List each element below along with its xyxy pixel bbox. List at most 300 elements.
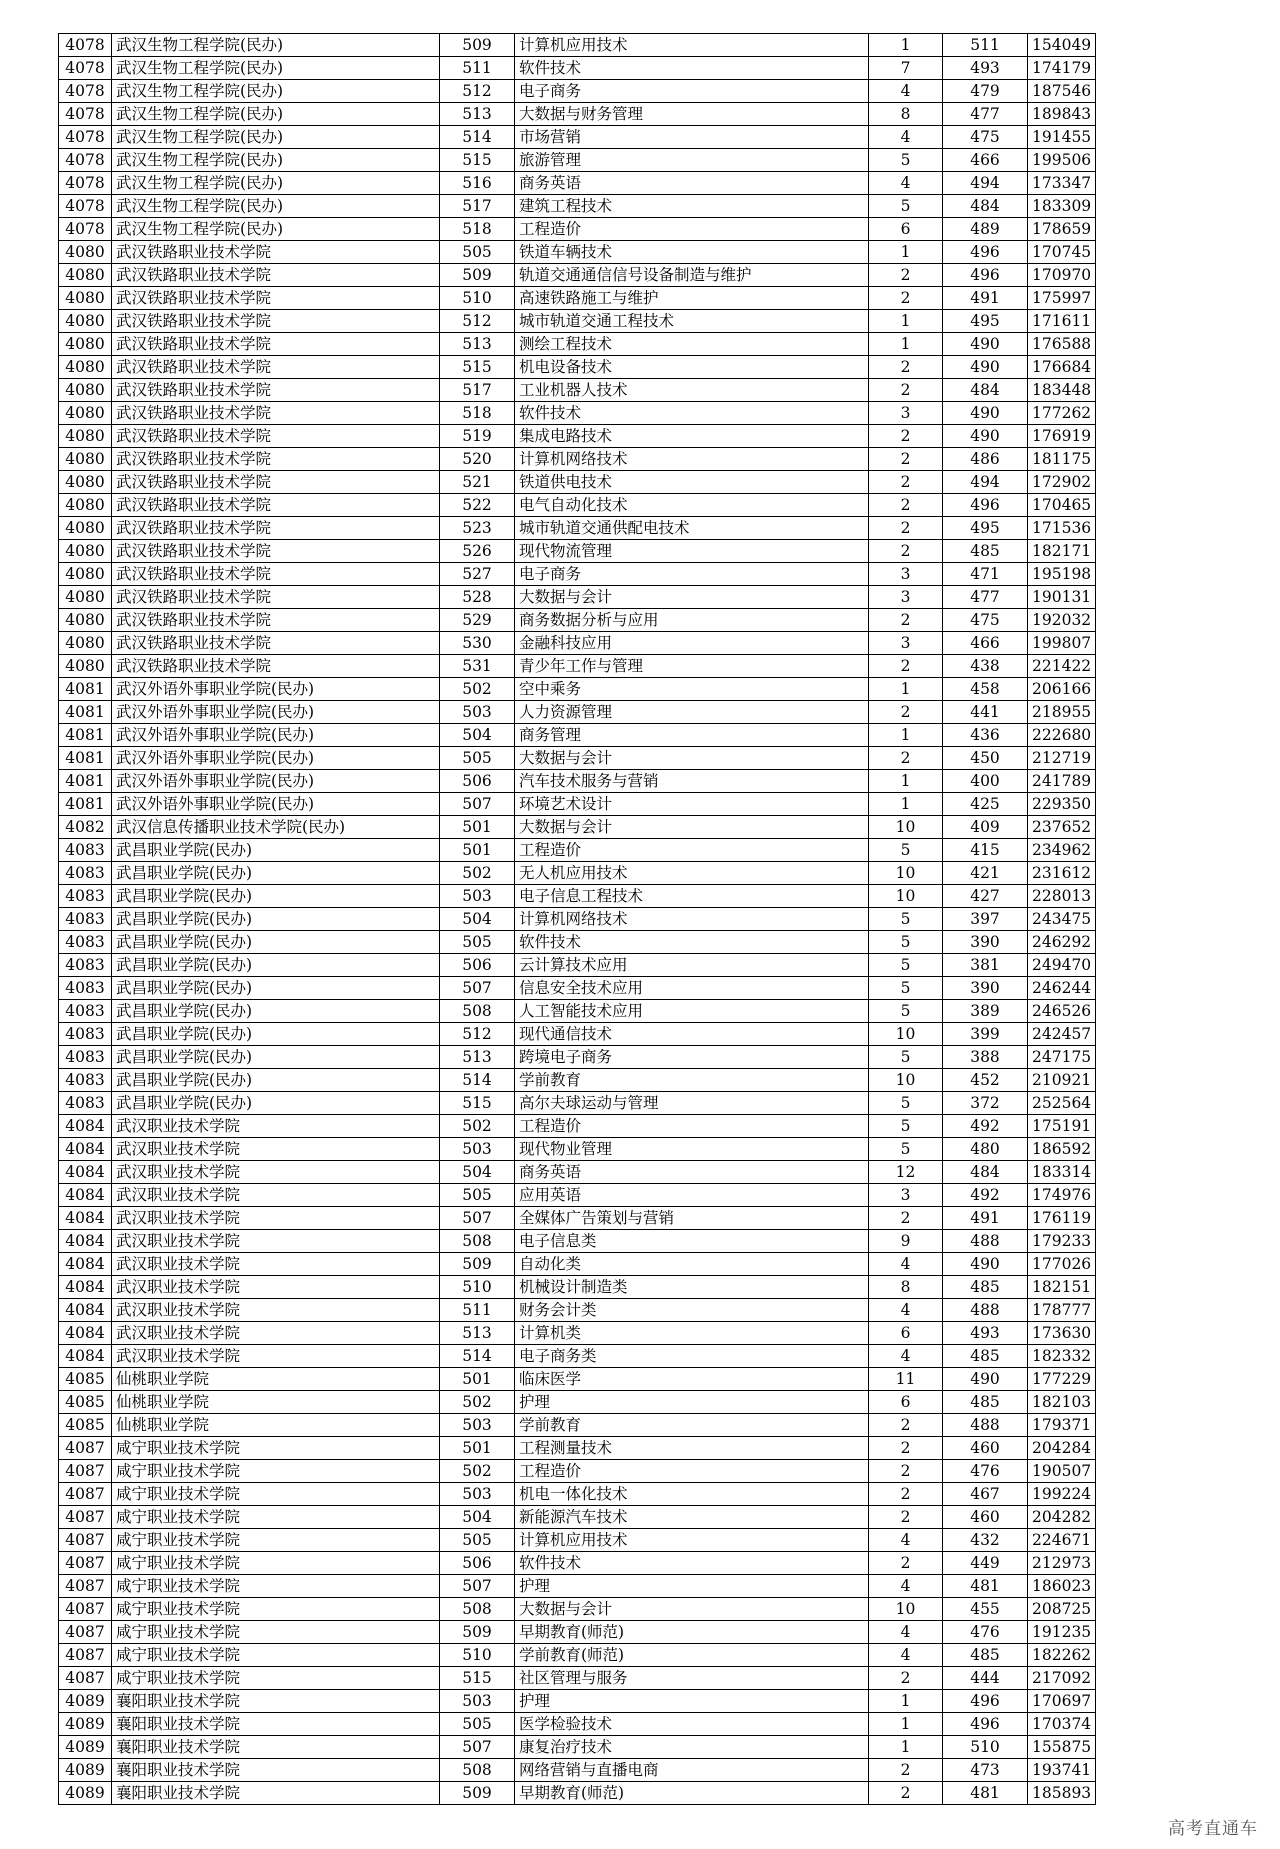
cell-major-code: 521 — [440, 471, 515, 494]
cell-min-rank: 199506 — [1028, 149, 1096, 172]
cell-min-score: 455 — [943, 1598, 1028, 1621]
cell-min-score: 475 — [943, 126, 1028, 149]
cell-school-name: 武昌职业学院(民办) — [112, 1092, 440, 1115]
table-row — [59, 931, 1096, 954]
cell-plan-count: 12 — [869, 1161, 943, 1184]
cell-school-code: 4080 — [59, 609, 112, 632]
cell-min-score: 492 — [943, 1184, 1028, 1207]
cell-min-score: 490 — [943, 425, 1028, 448]
cell-min-score: 481 — [943, 1575, 1028, 1598]
cell-school-code: 4085 — [59, 1391, 112, 1414]
table-row — [59, 310, 1096, 333]
cell-min-score: 496 — [943, 264, 1028, 287]
cell-school-code: 4083 — [59, 1092, 112, 1115]
table-row — [59, 540, 1096, 563]
cell-min-rank: 170970 — [1028, 264, 1096, 287]
table-row — [59, 586, 1096, 609]
cell-min-score: 450 — [943, 747, 1028, 770]
cell-min-score: 488 — [943, 1414, 1028, 1437]
cell-min-rank: 243475 — [1028, 908, 1096, 931]
cell-major-code: 504 — [440, 908, 515, 931]
cell-min-rank: 222680 — [1028, 724, 1096, 747]
cell-plan-count: 2 — [869, 264, 943, 287]
cell-school-code: 4083 — [59, 1000, 112, 1023]
cell-major-code: 513 — [440, 103, 515, 126]
cell-min-score: 491 — [943, 1207, 1028, 1230]
cell-school-code: 4078 — [59, 195, 112, 218]
table-row — [59, 678, 1096, 701]
cell-min-score: 484 — [943, 195, 1028, 218]
table-row — [59, 1667, 1096, 1690]
cell-min-score: 415 — [943, 839, 1028, 862]
cell-school-name: 咸宁职业技术学院 — [112, 1483, 440, 1506]
cell-min-score: 511 — [943, 34, 1028, 57]
cell-major-code: 511 — [440, 1299, 515, 1322]
table-row — [59, 1575, 1096, 1598]
cell-major-name: 护理 — [515, 1575, 869, 1598]
cell-plan-count: 10 — [869, 1023, 943, 1046]
cell-min-rank: 204282 — [1028, 1506, 1096, 1529]
cell-school-code: 4087 — [59, 1575, 112, 1598]
cell-school-code: 4087 — [59, 1621, 112, 1644]
cell-school-code: 4081 — [59, 701, 112, 724]
cell-school-code: 4078 — [59, 149, 112, 172]
cell-school-code: 4080 — [59, 287, 112, 310]
cell-plan-count: 2 — [869, 287, 943, 310]
cell-min-score: 488 — [943, 1230, 1028, 1253]
cell-plan-count: 2 — [869, 1667, 943, 1690]
cell-major-code: 502 — [440, 862, 515, 885]
cell-plan-count: 1 — [869, 793, 943, 816]
table-row — [59, 1138, 1096, 1161]
cell-plan-count: 2 — [869, 1414, 943, 1437]
cell-major-code: 506 — [440, 1552, 515, 1575]
cell-school-name: 咸宁职业技术学院 — [112, 1506, 440, 1529]
cell-min-rank: 176588 — [1028, 333, 1096, 356]
cell-min-rank: 193741 — [1028, 1759, 1096, 1782]
cell-min-rank: 241789 — [1028, 770, 1096, 793]
cell-plan-count: 5 — [869, 1092, 943, 1115]
cell-major-code: 509 — [440, 34, 515, 57]
cell-major-name: 软件技术 — [515, 57, 869, 80]
cell-min-rank: 182103 — [1028, 1391, 1096, 1414]
cell-major-code: 504 — [440, 1161, 515, 1184]
cell-min-score: 484 — [943, 1161, 1028, 1184]
cell-min-rank: 246244 — [1028, 977, 1096, 1000]
cell-min-rank: 176684 — [1028, 356, 1096, 379]
cell-major-code: 517 — [440, 379, 515, 402]
cell-plan-count: 1 — [869, 678, 943, 701]
cell-school-name: 武汉外语外事职业学院(民办) — [112, 747, 440, 770]
cell-major-name: 汽车技术服务与营销 — [515, 770, 869, 793]
cell-min-score: 496 — [943, 494, 1028, 517]
table-row — [59, 1391, 1096, 1414]
cell-plan-count: 5 — [869, 1138, 943, 1161]
table-row — [59, 1713, 1096, 1736]
cell-min-rank: 199224 — [1028, 1483, 1096, 1506]
cell-min-rank: 252564 — [1028, 1092, 1096, 1115]
cell-min-score: 490 — [943, 333, 1028, 356]
cell-school-code: 4084 — [59, 1322, 112, 1345]
cell-major-name: 学前教育 — [515, 1414, 869, 1437]
cell-school-name: 咸宁职业技术学院 — [112, 1460, 440, 1483]
cell-min-score: 476 — [943, 1621, 1028, 1644]
cell-school-code: 4087 — [59, 1506, 112, 1529]
table-row — [59, 1000, 1096, 1023]
cell-min-score: 476 — [943, 1460, 1028, 1483]
cell-school-name: 武昌职业学院(民办) — [112, 862, 440, 885]
table-row — [59, 816, 1096, 839]
cell-plan-count: 4 — [869, 172, 943, 195]
cell-major-name: 早期教育(师范) — [515, 1782, 869, 1805]
cell-school-code: 4083 — [59, 931, 112, 954]
cell-min-score: 389 — [943, 1000, 1028, 1023]
cell-school-code: 4080 — [59, 586, 112, 609]
cell-plan-count: 10 — [869, 885, 943, 908]
cell-min-rank: 228013 — [1028, 885, 1096, 908]
cell-plan-count: 2 — [869, 471, 943, 494]
cell-school-code: 4084 — [59, 1299, 112, 1322]
cell-major-name: 现代物流管理 — [515, 540, 869, 563]
cell-min-rank: 237652 — [1028, 816, 1096, 839]
cell-school-name: 武汉生物工程学院(民办) — [112, 195, 440, 218]
table-row — [59, 471, 1096, 494]
cell-school-code: 4078 — [59, 218, 112, 241]
cell-min-rank: 174179 — [1028, 57, 1096, 80]
table-row — [59, 1207, 1096, 1230]
cell-major-code: 518 — [440, 218, 515, 241]
cell-min-rank: 183309 — [1028, 195, 1096, 218]
cell-major-name: 高速铁路施工与维护 — [515, 287, 869, 310]
table-row — [59, 908, 1096, 931]
cell-school-name: 仙桃职业学院 — [112, 1368, 440, 1391]
cell-min-rank: 221422 — [1028, 655, 1096, 678]
cell-plan-count: 2 — [869, 1207, 943, 1230]
cell-major-code: 507 — [440, 793, 515, 816]
cell-school-name: 咸宁职业技术学院 — [112, 1529, 440, 1552]
cell-school-code: 4083 — [59, 1046, 112, 1069]
cell-plan-count: 5 — [869, 977, 943, 1000]
cell-school-name: 武汉铁路职业技术学院 — [112, 517, 440, 540]
table-row — [59, 839, 1096, 862]
table-row — [59, 1345, 1096, 1368]
cell-major-code: 508 — [440, 1759, 515, 1782]
table-row — [59, 1069, 1096, 1092]
cell-min-score: 484 — [943, 379, 1028, 402]
cell-major-code: 502 — [440, 1115, 515, 1138]
cell-major-name: 机电一体化技术 — [515, 1483, 869, 1506]
cell-min-score: 485 — [943, 1276, 1028, 1299]
cell-min-score: 485 — [943, 1391, 1028, 1414]
cell-major-name: 工程造价 — [515, 218, 869, 241]
cell-min-rank: 212973 — [1028, 1552, 1096, 1575]
cell-plan-count: 2 — [869, 1437, 943, 1460]
cell-school-name: 咸宁职业技术学院 — [112, 1598, 440, 1621]
cell-major-name: 人工智能技术应用 — [515, 1000, 869, 1023]
cell-plan-count: 2 — [869, 540, 943, 563]
cell-school-code: 4080 — [59, 655, 112, 678]
table-row — [59, 264, 1096, 287]
cell-school-name: 武汉职业技术学院 — [112, 1161, 440, 1184]
cell-min-score: 409 — [943, 816, 1028, 839]
cell-plan-count: 5 — [869, 195, 943, 218]
cell-min-rank: 229350 — [1028, 793, 1096, 816]
cell-plan-count: 2 — [869, 379, 943, 402]
cell-plan-count: 10 — [869, 816, 943, 839]
cell-major-code: 514 — [440, 1069, 515, 1092]
cell-plan-count: 4 — [869, 126, 943, 149]
cell-min-score: 485 — [943, 1345, 1028, 1368]
cell-major-code: 507 — [440, 1575, 515, 1598]
cell-major-code: 507 — [440, 1736, 515, 1759]
cell-min-score: 490 — [943, 356, 1028, 379]
cell-min-score: 492 — [943, 1115, 1028, 1138]
cell-school-name: 襄阳职业技术学院 — [112, 1713, 440, 1736]
cell-school-name: 武汉铁路职业技术学院 — [112, 540, 440, 563]
cell-min-rank: 171536 — [1028, 517, 1096, 540]
cell-major-name: 新能源汽车技术 — [515, 1506, 869, 1529]
cell-major-name: 金融科技应用 — [515, 632, 869, 655]
cell-major-name: 自动化类 — [515, 1253, 869, 1276]
cell-plan-count: 5 — [869, 149, 943, 172]
cell-major-name: 护理 — [515, 1690, 869, 1713]
cell-school-code: 4078 — [59, 103, 112, 126]
cell-major-name: 大数据与财务管理 — [515, 103, 869, 126]
cell-plan-count: 2 — [869, 1460, 943, 1483]
table-row — [59, 1736, 1096, 1759]
cell-school-name: 仙桃职业学院 — [112, 1414, 440, 1437]
cell-school-name: 武昌职业学院(民办) — [112, 1046, 440, 1069]
cell-school-code: 4081 — [59, 678, 112, 701]
cell-major-code: 509 — [440, 1621, 515, 1644]
cell-school-name: 武汉铁路职业技术学院 — [112, 563, 440, 586]
cell-min-rank: 192032 — [1028, 609, 1096, 632]
admission-score-table — [58, 33, 1096, 1805]
cell-school-code: 4085 — [59, 1414, 112, 1437]
cell-school-code: 4084 — [59, 1184, 112, 1207]
cell-plan-count: 2 — [869, 1759, 943, 1782]
cell-major-name: 电子商务类 — [515, 1345, 869, 1368]
cell-plan-count: 1 — [869, 724, 943, 747]
cell-min-rank: 176919 — [1028, 425, 1096, 448]
cell-major-name: 市场营销 — [515, 126, 869, 149]
cell-min-rank: 231612 — [1028, 862, 1096, 885]
table-row — [59, 770, 1096, 793]
cell-school-name: 武汉职业技术学院 — [112, 1299, 440, 1322]
cell-major-code: 502 — [440, 1460, 515, 1483]
cell-major-name: 学前教育(师范) — [515, 1644, 869, 1667]
cell-school-name: 武昌职业学院(民办) — [112, 977, 440, 1000]
cell-school-code: 4080 — [59, 241, 112, 264]
cell-school-name: 武汉职业技术学院 — [112, 1345, 440, 1368]
cell-plan-count: 4 — [869, 1345, 943, 1368]
cell-min-score: 481 — [943, 1782, 1028, 1805]
cell-school-name: 武昌职业学院(民办) — [112, 1023, 440, 1046]
table-row — [59, 609, 1096, 632]
cell-school-name: 武汉铁路职业技术学院 — [112, 379, 440, 402]
table-row — [59, 379, 1096, 402]
cell-major-code: 505 — [440, 1529, 515, 1552]
cell-major-name: 现代通信技术 — [515, 1023, 869, 1046]
table-row — [59, 172, 1096, 195]
cell-major-name: 轨道交通通信信号设备制造与维护 — [515, 264, 869, 287]
cell-plan-count: 8 — [869, 1276, 943, 1299]
cell-school-name: 咸宁职业技术学院 — [112, 1644, 440, 1667]
cell-major-name: 大数据与会计 — [515, 747, 869, 770]
cell-major-name: 护理 — [515, 1391, 869, 1414]
table-row — [59, 126, 1096, 149]
cell-major-name: 康复治疗技术 — [515, 1736, 869, 1759]
cell-min-rank: 186592 — [1028, 1138, 1096, 1161]
cell-major-name: 软件技术 — [515, 402, 869, 425]
cell-school-name: 武昌职业学院(民办) — [112, 908, 440, 931]
table-row — [59, 1368, 1096, 1391]
cell-min-rank: 210921 — [1028, 1069, 1096, 1092]
cell-min-score: 441 — [943, 701, 1028, 724]
cell-school-code: 4084 — [59, 1276, 112, 1299]
table-row — [59, 287, 1096, 310]
cell-school-name: 武昌职业学院(民办) — [112, 954, 440, 977]
cell-school-name: 武汉外语外事职业学院(民办) — [112, 701, 440, 724]
cell-plan-count: 2 — [869, 1483, 943, 1506]
cell-plan-count: 10 — [869, 862, 943, 885]
table-row — [59, 747, 1096, 770]
table-row — [59, 448, 1096, 471]
cell-major-code: 504 — [440, 1506, 515, 1529]
cell-major-name: 软件技术 — [515, 1552, 869, 1575]
cell-major-name: 大数据与会计 — [515, 816, 869, 839]
cell-min-rank: 179233 — [1028, 1230, 1096, 1253]
cell-major-name: 财务会计类 — [515, 1299, 869, 1322]
cell-plan-count: 3 — [869, 632, 943, 655]
cell-major-name: 无人机应用技术 — [515, 862, 869, 885]
cell-min-rank: 206166 — [1028, 678, 1096, 701]
cell-school-code: 4080 — [59, 264, 112, 287]
cell-major-code: 515 — [440, 356, 515, 379]
cell-plan-count: 4 — [869, 1621, 943, 1644]
table-row — [59, 34, 1096, 57]
cell-school-code: 4080 — [59, 632, 112, 655]
table-row — [59, 724, 1096, 747]
cell-school-name: 武汉铁路职业技术学院 — [112, 448, 440, 471]
cell-school-code: 4083 — [59, 977, 112, 1000]
table-row — [59, 1529, 1096, 1552]
table-row — [59, 402, 1096, 425]
cell-plan-count: 10 — [869, 1598, 943, 1621]
cell-min-score: 432 — [943, 1529, 1028, 1552]
table-row — [59, 1506, 1096, 1529]
cell-major-code: 502 — [440, 1391, 515, 1414]
cell-plan-count: 1 — [869, 770, 943, 793]
cell-major-code: 510 — [440, 1276, 515, 1299]
cell-min-score: 496 — [943, 1713, 1028, 1736]
cell-min-rank: 190507 — [1028, 1460, 1096, 1483]
cell-min-score: 425 — [943, 793, 1028, 816]
cell-major-code: 501 — [440, 1437, 515, 1460]
cell-plan-count: 2 — [869, 494, 943, 517]
cell-plan-count: 2 — [869, 356, 943, 379]
cell-min-score: 494 — [943, 172, 1028, 195]
cell-plan-count: 2 — [869, 747, 943, 770]
cell-school-name: 武汉职业技术学院 — [112, 1276, 440, 1299]
cell-plan-count: 11 — [869, 1368, 943, 1391]
cell-major-code: 513 — [440, 1046, 515, 1069]
cell-min-rank: 182262 — [1028, 1644, 1096, 1667]
cell-school-name: 咸宁职业技术学院 — [112, 1667, 440, 1690]
cell-school-code: 4084 — [59, 1138, 112, 1161]
cell-school-name: 武昌职业学院(民办) — [112, 839, 440, 862]
cell-major-code: 522 — [440, 494, 515, 517]
cell-major-name: 工程测量技术 — [515, 1437, 869, 1460]
table-row — [59, 1414, 1096, 1437]
cell-major-code: 507 — [440, 977, 515, 1000]
table-row — [59, 356, 1096, 379]
cell-min-score: 444 — [943, 1667, 1028, 1690]
cell-school-name: 武汉外语外事职业学院(民办) — [112, 678, 440, 701]
table-row — [59, 885, 1096, 908]
cell-plan-count: 1 — [869, 310, 943, 333]
cell-major-name: 计算机应用技术 — [515, 34, 869, 57]
table-row — [59, 1092, 1096, 1115]
table-row — [59, 1023, 1096, 1046]
cell-major-name: 学前教育 — [515, 1069, 869, 1092]
cell-school-name: 武汉铁路职业技术学院 — [112, 310, 440, 333]
cell-min-score: 510 — [943, 1736, 1028, 1759]
cell-major-name: 工程造价 — [515, 1115, 869, 1138]
cell-min-rank: 170697 — [1028, 1690, 1096, 1713]
cell-major-code: 505 — [440, 1184, 515, 1207]
cell-school-name: 武汉生物工程学院(民办) — [112, 218, 440, 241]
cell-major-code: 509 — [440, 1253, 515, 1276]
cell-major-name: 建筑工程技术 — [515, 195, 869, 218]
cell-plan-count: 4 — [869, 1529, 943, 1552]
cell-major-name: 商务管理 — [515, 724, 869, 747]
cell-major-code: 528 — [440, 586, 515, 609]
cell-plan-count: 2 — [869, 1552, 943, 1575]
cell-major-code: 503 — [440, 1690, 515, 1713]
cell-school-code: 4084 — [59, 1161, 112, 1184]
table-row — [59, 57, 1096, 80]
cell-school-code: 4080 — [59, 356, 112, 379]
cell-major-name: 大数据与会计 — [515, 586, 869, 609]
cell-plan-count: 2 — [869, 609, 943, 632]
cell-major-name: 电子商务 — [515, 80, 869, 103]
cell-school-code: 4083 — [59, 954, 112, 977]
cell-min-rank: 174976 — [1028, 1184, 1096, 1207]
cell-min-score: 485 — [943, 540, 1028, 563]
cell-school-code: 4087 — [59, 1529, 112, 1552]
cell-major-code: 515 — [440, 1092, 515, 1115]
cell-min-score: 477 — [943, 586, 1028, 609]
cell-min-rank: 172902 — [1028, 471, 1096, 494]
cell-min-rank: 176119 — [1028, 1207, 1096, 1230]
cell-min-score: 496 — [943, 1690, 1028, 1713]
cell-school-code: 4085 — [59, 1368, 112, 1391]
cell-plan-count: 5 — [869, 954, 943, 977]
cell-major-code: 505 — [440, 747, 515, 770]
cell-min-score: 460 — [943, 1506, 1028, 1529]
cell-major-name: 人力资源管理 — [515, 701, 869, 724]
cell-min-score: 485 — [943, 1644, 1028, 1667]
cell-major-code: 514 — [440, 1345, 515, 1368]
cell-min-score: 400 — [943, 770, 1028, 793]
table-row — [59, 1184, 1096, 1207]
cell-major-code: 503 — [440, 885, 515, 908]
cell-major-name: 社区管理与服务 — [515, 1667, 869, 1690]
cell-min-rank: 218955 — [1028, 701, 1096, 724]
cell-min-rank: 182151 — [1028, 1276, 1096, 1299]
cell-min-score: 449 — [943, 1552, 1028, 1575]
